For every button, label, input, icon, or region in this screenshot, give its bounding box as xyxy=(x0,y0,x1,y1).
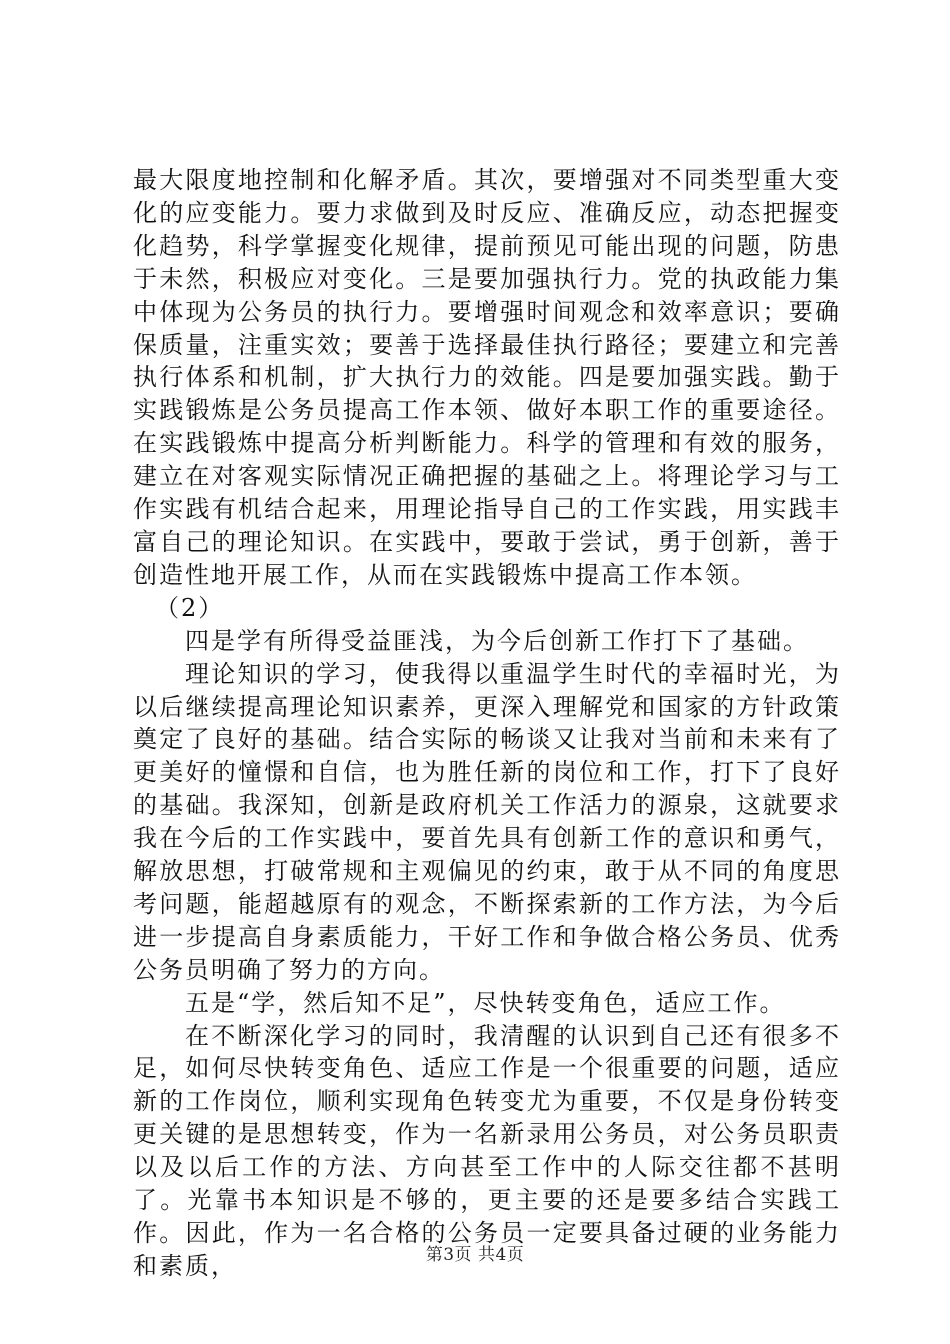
paragraph-theory-study: 理论知识的学习，使我得以重温学生时代的幸福时光，为以后继续提高理论知识素养，更深入理解党和国家的方针政策奠定了良好的基础。结合实际的畅谈又让我对当前和未来有了更美好的憧憬和自信，也为胜任新的岗位和工作，打下了良好的基础。我深知，创新是政府机关工作活力的源泉，这就要求我在今后的工作实践中，要首先具有创新工作的意识和勇气，解放思想，打破常规和主观偏见的约束，敢于从不同的角度思考问题，能超越原有的观念，不断探索新的工作方法，为今后进一步提高自身素质能力，干好工作和争做合格公务员、优秀公务员明确了努力的方向。 xyxy=(133,659,841,984)
paragraph-role-change: 在不断深化学习的同时，我清醒的认识到自己还有很多不足，如何尽快转变角色、适应工作是一个很重要的问题，适应新的工作岗位，顺利实现角色转变尤为重要，不仅是身份转变更关键的是思想转变，作为一名新录用公务员，对公务员职责以及以后工作的方法、方向甚至工作中的人际交往都不甚明了。光靠书本知识是不够的，更主要的还是要多结合实践工作。因此，作为一名合格的公务员一定要具备过硬的业务能力和素质， xyxy=(133,1021,841,1280)
paragraph-heading-five: 五是“学，然后知不足”，尽快转变角色，适应工作。 xyxy=(185,988,786,1017)
paragraph-heading-four: 四是学有所得受益匪浅，为今后创新工作打下了基础。 xyxy=(185,626,809,655)
paragraph-continuation: 最大限度地控制和化解矛盾。其次，要增强对不同类型重大变化的应变能力。要力求做到及时反应、准确反应，动态把握变化趋势，科学掌握变化规律，提前预见可能出现的问题，防患于未然，积极应对变化。三是要加强执行力。党的执政能力集中体现为公务员的执行力。要增强时间观念和效率意识；要确保质量，注重实效；要善于选择最佳执行路径；要建立和完善执行体系和机制，扩大执行力的效能。四是要加强实践。勤于实践锻炼是公务员提高工作本领、做好本职工作的重要途径。在实践锻炼中提高分析判断能力。科学的管理和有效的服务，建立在对客观实际情况正确把握的基础之上。将理论学习与工作实践有机结合起来，用理论指导自己的工作实践，用实践丰富自己的理论知识。在实践中，要敢于尝试，勇于创新，善于创造性地开展工作，从而在实践锻炼中提高工作本领。 xyxy=(133,166,841,589)
document-body xyxy=(133,164,841,1283)
paragraph-section-marker: （2） xyxy=(155,593,225,622)
page-footer xyxy=(0,1244,950,1266)
page-number-label: 第3页 共4页 xyxy=(425,1245,525,1265)
